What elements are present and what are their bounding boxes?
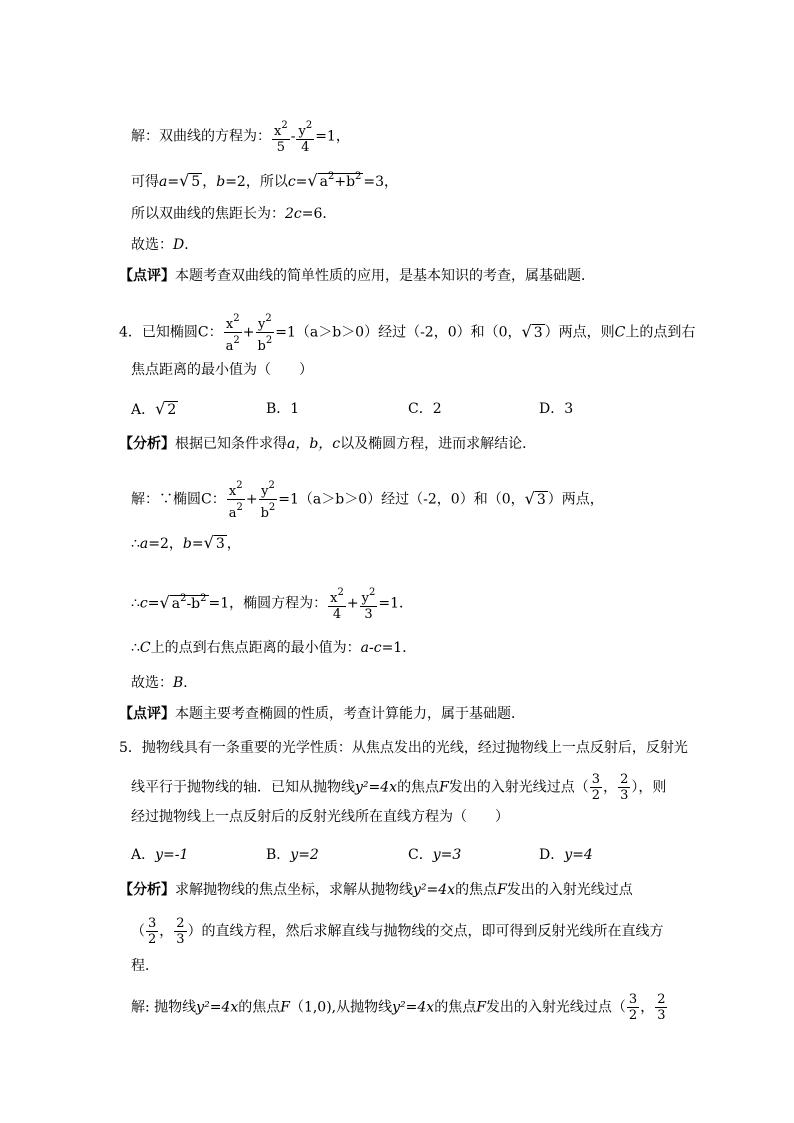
var: D (173, 237, 185, 253)
den: 2 (591, 788, 601, 803)
text: ． (183, 675, 198, 691)
q5-option-b[interactable] (266, 845, 319, 865)
value: y=3 (432, 847, 462, 863)
radicand: 2 (167, 402, 177, 418)
text: ）的直线方程，然后求解直线与抛物线的交点，即可得到反射光线所在直线方 (187, 923, 664, 940)
tag: 【点评】 (119, 706, 175, 722)
qnum: 4． (119, 324, 142, 341)
text: =1． (381, 640, 417, 656)
sup: 2 (368, 587, 376, 598)
sup: 2 (265, 335, 273, 346)
text: ）两点， (547, 491, 604, 508)
plus: + (242, 324, 255, 341)
text: 发出的入射光线过点（ (485, 999, 626, 1016)
num: 3 (148, 916, 157, 931)
q5-sol-line1 (131, 992, 668, 1023)
q4-analysis (119, 434, 536, 454)
q4-stem-line2 (131, 360, 313, 380)
t: a (171, 595, 181, 612)
label: B． (266, 401, 291, 417)
q4-sol-line2 (131, 533, 241, 554)
den: 2 (148, 932, 157, 947)
text: ）两点，则 (544, 324, 615, 341)
q5-option-d[interactable] (539, 845, 593, 865)
t: a (225, 339, 234, 354)
var: b (216, 174, 226, 190)
text: （ (131, 923, 145, 940)
q5-option-a[interactable] (131, 845, 188, 865)
fraction-2-3 (655, 992, 667, 1023)
num: 2 (620, 772, 629, 787)
label: D． (539, 401, 565, 417)
text: 的焦点 (397, 779, 440, 796)
den: 4 (332, 607, 342, 622)
text: ∴ (131, 595, 140, 612)
sup: 2 (200, 592, 207, 604)
text: 所以双曲线的焦距长为： (131, 206, 285, 222)
fraction-x2-5 (272, 118, 290, 155)
sup: 2 (268, 502, 276, 513)
var: F (497, 882, 507, 898)
fraction-y2-4 (296, 118, 314, 155)
sup: 2 (327, 171, 335, 182)
value: 2 (432, 401, 442, 417)
radicand: 3 (215, 536, 225, 552)
den: 3 (657, 1008, 666, 1023)
var: F (476, 999, 486, 1016)
text: 解：双曲线的方程为： (131, 128, 271, 145)
var: a，b，c (287, 436, 341, 452)
sup: 2 (180, 592, 187, 604)
q5-stem-line1 (119, 738, 688, 758)
den: 2 (628, 1008, 638, 1023)
review-line (119, 266, 595, 286)
text: 抛物线具有一条重要的光学性质：从焦点发出的光线，经过抛物线上一点反射后，反射光 (141, 740, 688, 756)
eq: y²=4x (392, 999, 435, 1016)
value: y=4 (564, 847, 593, 863)
text: =1（a＞b＞0）经过（-2，0）和（0， (275, 324, 522, 341)
num: 3 (591, 772, 601, 787)
q4-sol-line1 (131, 478, 604, 521)
fraction-3-2 (590, 772, 602, 803)
den: 3 (176, 932, 185, 947)
text: 本题考查双曲线的简单性质的应用，是基本知识的考查，属基础题． (175, 268, 595, 284)
sqrt-5: √ 5 (179, 171, 201, 190)
fraction-y2-b2 (256, 311, 275, 354)
label: D． (539, 847, 565, 863)
fraction-x2-a2 (224, 311, 242, 354)
text: =6． (301, 206, 337, 222)
text: 的焦点 (455, 882, 498, 898)
var: a-c (360, 640, 382, 656)
sol-line-abc (131, 167, 398, 192)
fraction-y2-3 (360, 585, 378, 622)
t: y (361, 591, 369, 606)
sup: 2 (281, 120, 288, 131)
t: -b (186, 595, 201, 612)
text: =3， (363, 174, 399, 190)
sep: ， (640, 999, 655, 1016)
sqrt-3: √ 3 (203, 533, 225, 552)
var: c (139, 595, 148, 612)
tag: 【分析】 (119, 882, 175, 898)
text: ∴ (131, 536, 140, 552)
text: ． (184, 237, 199, 253)
t: a (319, 174, 328, 190)
sqrt-2: √ 2 (155, 399, 177, 418)
text: 求解抛物线的焦点坐标，求解从抛物线 (175, 882, 413, 898)
sup: 2 (355, 171, 362, 182)
t: x (330, 591, 338, 606)
sqrt-a2-plus-b2: √ $a^2+b^2$ (307, 171, 362, 190)
eq: = (147, 595, 160, 612)
sup: 2 (265, 313, 272, 324)
text: 根据已知条件求得 (175, 436, 287, 452)
q5-stem-line2 (131, 772, 666, 803)
text: 已知椭圆C： (141, 324, 223, 341)
num: 3 (628, 992, 638, 1007)
q5-analysis-line2 (131, 916, 664, 947)
t: a (228, 506, 237, 521)
tag: 【分析】 (119, 436, 175, 452)
text: ），则 (631, 779, 667, 796)
fraction-3-2 (627, 992, 639, 1023)
q5-analysis-line3 (131, 956, 159, 976)
label: C． (408, 847, 433, 863)
radicand: 5 (191, 174, 201, 190)
num: x (274, 124, 282, 139)
text: 解: 抛物线 (131, 999, 197, 1016)
text: 本题主要考查椭圆的性质，考查计算能力，属于基础题． (175, 706, 525, 722)
q4-option-d[interactable] (539, 399, 573, 419)
sup: 2 (337, 587, 344, 598)
text: =1， (315, 128, 350, 145)
radicand: 3 (533, 324, 543, 341)
text: 上的点到右 (625, 324, 696, 341)
var: c (287, 174, 296, 190)
eq: = (167, 174, 180, 190)
fraction-2-3 (618, 772, 630, 803)
var: F (439, 779, 449, 796)
text: 程． (131, 958, 159, 974)
t: +b (334, 174, 356, 190)
text: ∴ (131, 640, 140, 656)
qnum: 5． (119, 740, 142, 756)
sol-line-answer (131, 235, 198, 255)
text: ， (202, 174, 217, 190)
var: F (280, 999, 290, 1016)
fraction-2-3 (174, 916, 186, 947)
text: 故选： (131, 237, 173, 253)
q5-stem-line3 (131, 807, 509, 827)
t: b (260, 506, 269, 521)
q4-option-b[interactable] (266, 399, 299, 419)
var: C (614, 324, 626, 341)
text: =2， (148, 536, 183, 552)
sol-line-focal-length (131, 204, 336, 224)
text: 上的点到右焦点距离的最小值为： (150, 640, 361, 656)
label: A． (131, 847, 156, 863)
var: B (173, 675, 184, 691)
tag: 【点评】 (119, 268, 175, 284)
label: A． (131, 402, 156, 418)
text: 经过抛物线上一点反射后的反射光线所在直线方程为（ ） (131, 809, 509, 825)
var: b (182, 536, 192, 552)
den: 4 (301, 140, 310, 155)
eq: = (191, 536, 204, 552)
sup: 2 (305, 120, 313, 131)
t: x (228, 484, 237, 499)
text: ， (226, 536, 241, 552)
q4-sol-line4 (131, 638, 416, 658)
value: 1 (290, 401, 300, 417)
sup: 2 (233, 335, 240, 346)
eq: y²=4x (196, 999, 239, 1016)
var: a (159, 174, 168, 190)
text: （1,0),从抛物线 (289, 999, 393, 1016)
eq: = (295, 174, 308, 190)
text: =2，所以 (225, 174, 288, 190)
sup: 2 (233, 313, 240, 324)
q4-stem-line1 (119, 311, 695, 354)
label: B． (266, 847, 291, 863)
text: =1（a＞b＞0）经过（-2，0）和（0， (278, 491, 525, 508)
var: 2c (285, 206, 302, 222)
label: C． (408, 401, 433, 417)
value: y=2 (290, 847, 319, 863)
minus: - (290, 128, 296, 145)
value: 3 (564, 401, 574, 417)
sqrt-a2-minus-b2: √ $a^2-b^2$ (159, 592, 207, 612)
num: 2 (176, 916, 185, 931)
den: 5 (276, 140, 285, 155)
text: 以及椭圆方程，进而求解结论． (340, 436, 537, 452)
q4-sol-answer (131, 673, 197, 693)
text: 的焦点 (434, 999, 477, 1016)
sep: ， (603, 779, 618, 796)
t: y (261, 484, 269, 499)
eq: y²=4x (413, 882, 456, 898)
eq: y²=4x (355, 779, 398, 796)
q4-sol-line3 (131, 585, 413, 622)
den: 3 (364, 607, 373, 622)
sup: 2 (236, 502, 243, 513)
q5-analysis-line1 (119, 880, 633, 900)
fraction-x2-a2 (227, 478, 245, 521)
plus: + (346, 595, 359, 612)
text: 线平行于抛物线的轴．已知从抛物线 (131, 779, 355, 796)
den: 3 (620, 788, 629, 803)
t: y (258, 317, 266, 332)
text: =1，椭圆方程为： (208, 595, 328, 612)
fraction-x2-4 (328, 585, 346, 622)
q4-review (119, 704, 525, 724)
var: a (139, 536, 149, 552)
text: 焦点距离的最小值为（ ） (131, 362, 313, 378)
sqrt-3: √ 3 (521, 321, 543, 341)
fraction-3-2 (146, 916, 158, 947)
text: =1． (378, 595, 413, 612)
q4-option-c[interactable] (408, 399, 442, 419)
sup: 2 (268, 480, 275, 491)
num: 2 (657, 992, 666, 1007)
t: b (257, 339, 266, 354)
sup: 2 (236, 480, 243, 491)
sqrt-3: √ 3 (524, 488, 546, 508)
q4-option-a[interactable] (131, 399, 178, 420)
sep: ， (159, 923, 174, 940)
text: 故选： (131, 675, 173, 691)
q5-option-c[interactable] (408, 845, 461, 865)
var: C (139, 640, 151, 656)
text: 的焦点 (238, 999, 281, 1016)
text: 发出的入射光线过点 (506, 882, 633, 898)
fraction-y2-b2 (259, 478, 278, 521)
sol-line-hyperbola-eq (131, 118, 350, 155)
t: x (225, 317, 234, 332)
num: y (298, 124, 306, 139)
text: 可得 (131, 174, 159, 190)
radicand: 3 (536, 491, 546, 508)
text: 解：∵椭圆C： (131, 491, 226, 508)
text: 发出的入射光线过点（ (448, 779, 589, 796)
plus: + (245, 491, 258, 508)
value: y=-1 (155, 847, 189, 863)
